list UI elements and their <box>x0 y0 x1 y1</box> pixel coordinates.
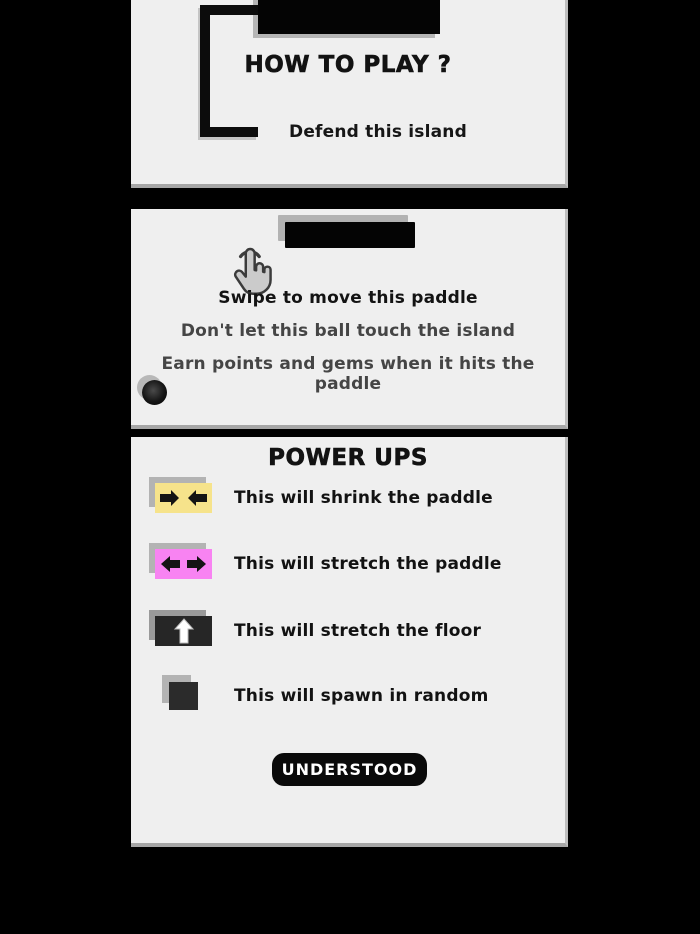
stretch-powerup-tile <box>155 549 212 579</box>
powerup-row-stretch <box>155 549 502 579</box>
powerup-label: This will stretch the paddle <box>234 554 502 574</box>
shrink-powerup-tile <box>155 483 212 513</box>
page-title: HOW TO PLAY ? <box>244 52 452 78</box>
defend-island-caption: Defend this island <box>289 122 467 142</box>
understood-button[interactable]: UNDERSTOOD <box>272 753 427 786</box>
powerups-card <box>131 437 568 847</box>
powerup-label: This will spawn in random <box>234 686 489 706</box>
powerups-title: POWER UPS <box>268 445 428 471</box>
powerup-row-floor <box>155 616 481 646</box>
paddle <box>285 222 415 248</box>
powerup-label: This will stretch the floor <box>234 621 482 641</box>
tutorial-line-ball: Don't let this ball touch the island <box>180 321 516 341</box>
floor-powerup-tile <box>155 616 212 646</box>
island-banner <box>258 0 440 34</box>
tutorial-line-swipe: Swipe to move this paddle <box>218 288 478 308</box>
stretch-arrows-icon <box>159 554 208 574</box>
up-arrow-icon <box>172 618 196 644</box>
random-powerup-tile <box>155 682 212 710</box>
shrink-arrows-icon <box>159 488 208 508</box>
intro-card <box>131 0 568 188</box>
controls-card <box>131 209 568 429</box>
powerup-row-random <box>155 682 489 710</box>
cube-icon <box>169 682 198 710</box>
ball <box>142 380 167 405</box>
powerup-label: This will shrink the paddle <box>234 488 493 508</box>
tutorial-line-points: Earn points and gems when it hits the paddle <box>161 354 535 394</box>
powerup-row-shrink <box>155 483 493 513</box>
